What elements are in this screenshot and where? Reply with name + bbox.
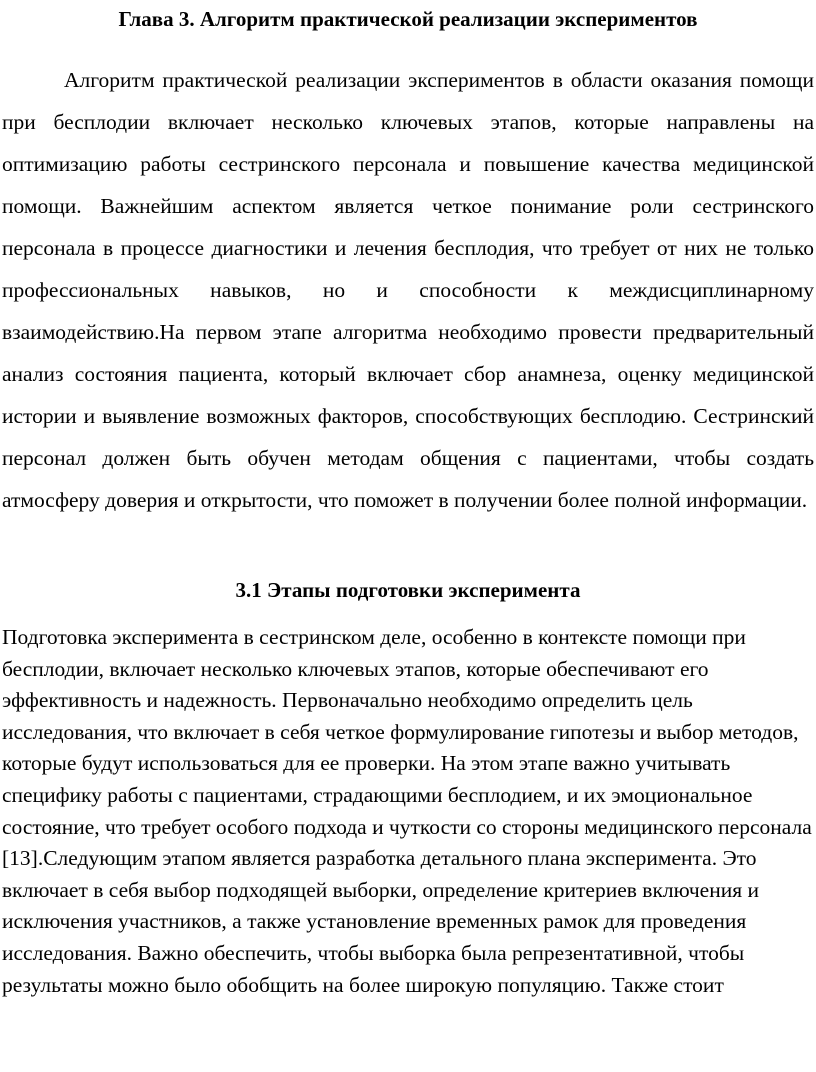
chapter-title: Глава 3. Алгоритм практической реализации экспериментов bbox=[118, 7, 698, 31]
body-paragraph-2: Подготовка эксперимента в сестринском деле, особенно в контексте помощи при бесплодии, включает несколько ключевых этапов, которые обеспечивают его эффективность и надежность. Первоначально необходимо определить цель исследования, что включает в себя четкое формулирование гипотезы и выбор методов, которые будут использоваться для ее проверки. На этом этапе важно учитывать специфику работы с пациентами, страдающими бесплодием, и их эмоциональное состояние, что требует особого подхода и чуткости со стороны медицинского персонала [13].Следующим этапом является разработка детального плана эксперимента. Это включает в себя выбор подходящей выборки, определение критериев включения и исключения участников, а также установление временных рамок для проведения исследования. Важно обеспечить, чтобы выборка была репрезентативной, чтобы результаты можно было обобщить на более широкую популяцию. Также стоит bbox=[2, 625, 812, 997]
section-title: 3.1 Этапы подготовки эксперимента bbox=[235, 578, 581, 602]
body-paragraph-1: Алгоритм практической реализации экспериментов в области оказания помощи при бесплодии включает несколько ключевых этапов, которые направлены на оптимизацию работы сестринского персонала и повышение качества медицинской помощи. Важнейшим аспектом является четкое понимание роли сестринского персонала в процессе диагностики и лечения бесплодия, что требует от них не только профессиональных навыков, но и способности к междисциплинарному взаимодействию.На первом этапе алгоритма необходимо провести предварительный анализ состояния пациента, который включает сбор анамнеза, оценку медицинской истории и выявление возможных факторов, способствующих бесплодию. Сестринский персонал должен быть обучен методам общения с пациентами, чтобы создать атмосферу доверия и открытости, что поможет в получении более полной информации. bbox=[2, 68, 814, 512]
